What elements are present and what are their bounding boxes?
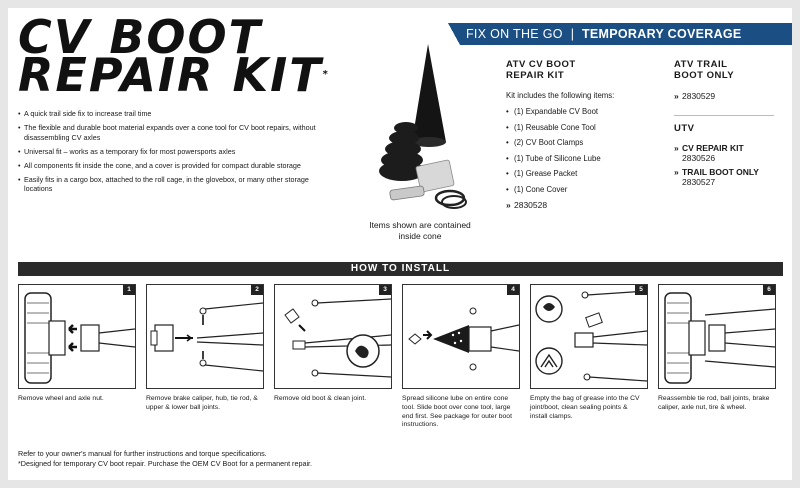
step-number: 5 (635, 285, 647, 295)
step-text: Remove brake caliper, hub, tie rod, & upper & lower ball joints. (146, 395, 258, 411)
install-step-1 (18, 284, 136, 404)
cone-tool-install-icon (403, 285, 520, 389)
wheel-removal-icon (19, 285, 136, 389)
kit-item: • (1) Reusable Cone Tool (506, 123, 656, 132)
kit-item: • (1) Expandable CV Boot (506, 107, 656, 116)
kit-item: • (1) Tube of Silicone Lube (506, 154, 656, 163)
step-text: Remove wheel and axle nut. (18, 395, 104, 402)
banner-fix-on-the-go: FIX ON THE GO (466, 27, 563, 41)
clamp-icon (436, 191, 464, 205)
step-illustration (18, 284, 136, 389)
title-asterisk: * (322, 69, 330, 80)
cone-tool-icon (412, 44, 446, 146)
footnote-disclaimer: *Designed for temporary CV boot repair. Purchase the OEM CV Boot for a permanent repair. (18, 458, 313, 468)
feature-item: • The flexible and durable boot material expands over a cone tool for CV boot repairs, without disassembling CV axles (18, 123, 318, 142)
lube-tube-icon (389, 186, 424, 201)
step-illustration (146, 284, 264, 389)
atv-trail-heading: ATV TRAIL BOOT ONLY (674, 59, 735, 81)
utv-trail-boot-name: » TRAIL BOOT ONLY (674, 167, 784, 177)
step-illustration (658, 284, 776, 389)
step-number: 3 (379, 285, 391, 295)
footnotes (18, 449, 518, 468)
grease-and-clamp-icon (531, 285, 648, 389)
step-number: 6 (763, 285, 775, 295)
install-steps (18, 284, 783, 444)
kit-intro: Kit includes the following items: (506, 91, 615, 100)
step-text: Empty the bag of grease into the CV joint/boot, clean sealing points & install clamps. (530, 395, 640, 420)
step-text: Remove old boot & clean joint. (274, 395, 367, 402)
feature-item: • Universal fit – works as a temporary fix for most powersports axles (18, 147, 318, 157)
utv-repair-kit-name: » CV REPAIR KIT (674, 143, 784, 153)
banner-separator: | (570, 27, 574, 41)
feature-item: • Easily fits in a cargo box, attached to the roll cage, in the glovebox, or many other storage locations (18, 175, 318, 194)
feature-item: • All components fit inside the cone, and a cover is provided for compact durable storage (18, 161, 318, 171)
atv-kit-heading: ATV CV BOOT REPAIR KIT (506, 59, 576, 81)
atv-trail-part-number: » 2830529 (674, 91, 784, 101)
step-number: 2 (251, 285, 263, 295)
banner-body (460, 23, 792, 45)
image-caption: Items shown are contained inside cone (369, 220, 471, 241)
install-step-4 (402, 284, 520, 430)
step-illustration (274, 284, 392, 389)
kit-item: • (2) CV Boot Clamps (506, 138, 656, 147)
utv-repair-kit-part-number: 2830526 (682, 152, 716, 163)
feature-list (18, 109, 318, 198)
install-step-3 (274, 284, 392, 404)
column-divider (674, 115, 774, 116)
product-title (18, 10, 408, 102)
utv-trail-boot-part-number: 2830527 (682, 176, 716, 187)
product-sheet (8, 8, 792, 480)
step-text: Reassemble tie rod, ball joints, brake caliper, axle nut, tire & wheel. (658, 395, 770, 411)
step-text: Spread silicone lube on entire cone tool. Slide boot over cone tool, large end first. See package for outer boot instructions. (402, 395, 512, 429)
feature-item: • A quick trail side fix to increase trail time (18, 109, 318, 119)
kit-item: • (1) Cone Cover (506, 185, 656, 194)
utv-heading: UTV (674, 123, 695, 134)
title-line-2-text: REPAIR KIT (18, 48, 323, 102)
old-boot-removal-icon (275, 285, 392, 389)
how-to-install-bar: HOW TO INSTALL (18, 262, 783, 276)
coverage-banner (448, 23, 792, 45)
step-illustration (530, 284, 648, 389)
install-step-5 (530, 284, 648, 421)
kit-contents-illustration (368, 38, 478, 218)
install-step-6 (658, 284, 776, 413)
step-number: 4 (507, 285, 519, 295)
footnote-manual: Refer to your owner's manual for further instructions and torque specifications. (18, 449, 267, 458)
install-step-2 (146, 284, 264, 413)
banner-temporary-coverage: TEMPORARY COVERAGE (581, 27, 742, 41)
suspension-disassembly-icon (147, 285, 264, 389)
reassembly-icon (659, 285, 776, 389)
step-number: 1 (123, 285, 135, 295)
title-line-1: CV BOOT (18, 10, 263, 64)
step-illustration (402, 284, 520, 389)
title-line-2 (18, 48, 408, 102)
atv-kit-column (506, 60, 656, 210)
atv-kit-part-number: » 2830528 (506, 200, 656, 210)
kit-item: • (1) Grease Packet (506, 169, 656, 178)
atv-trail-utv-column (674, 60, 784, 187)
